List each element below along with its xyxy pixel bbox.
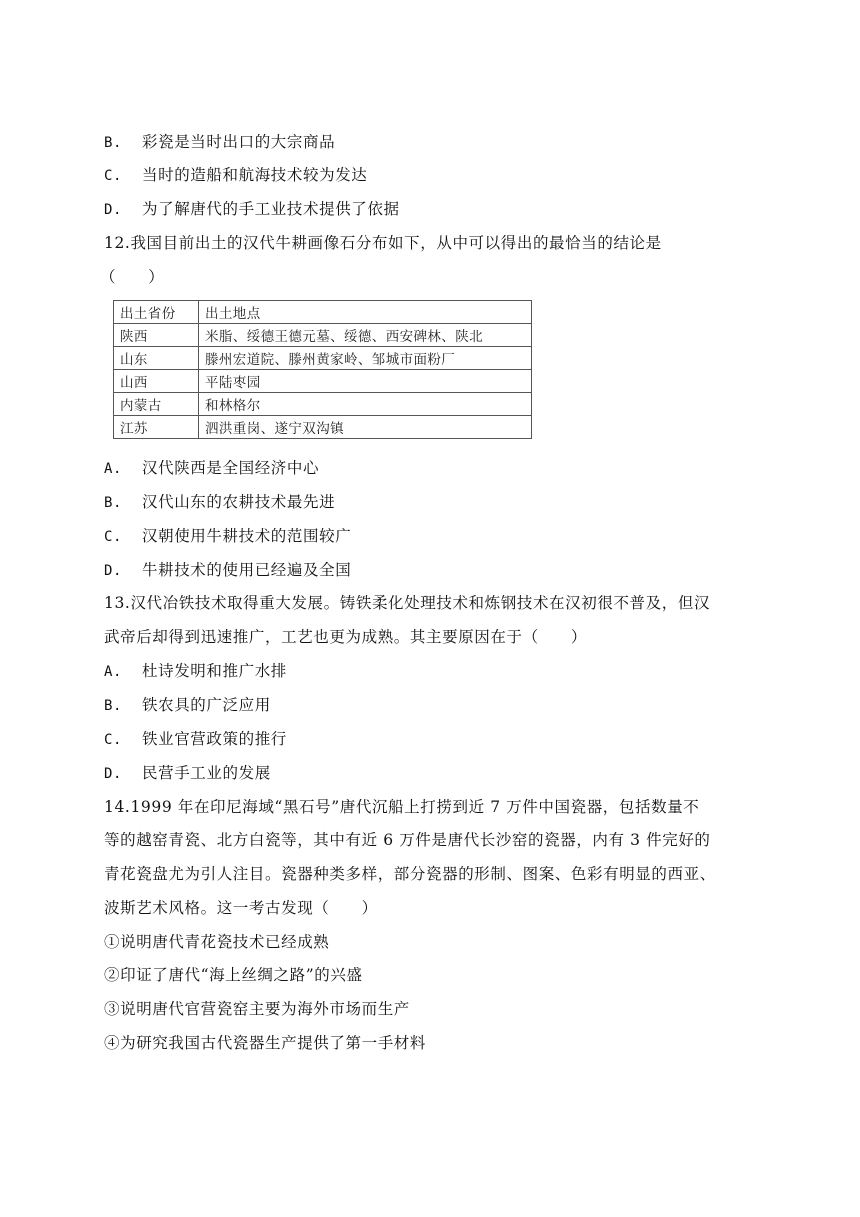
q13-option-b [104, 694, 271, 717]
option-text: 汉代陕西是全国经济中心 [142, 459, 320, 477]
option-letter: A. [104, 461, 123, 477]
table-cell-province: 内蒙古 [114, 393, 199, 416]
option-text: 杜诗发明和推广水排 [142, 662, 287, 680]
q12-option-b [104, 491, 335, 514]
q12-stem-line1: 12.我国目前出土的汉代牛耕画像石分布如下，从中可以得出的最恰当的结论是 [104, 234, 662, 252]
option-letter: A. [104, 664, 123, 680]
option-letter: C. [104, 732, 123, 748]
q14-item-3: ③说明唐代官营瓷窑主要为海外市场而生产 [104, 1000, 410, 1018]
table-row [114, 416, 532, 439]
option-letter: B. [104, 135, 123, 151]
q11-option-d [104, 198, 400, 221]
option-text: 牛耕技术的使用已经遍及全国 [142, 561, 352, 579]
table-cell-province: 江苏 [114, 416, 199, 439]
q12-option-c [104, 525, 351, 548]
table-cell-location: 米脂、绥德王德元墓、绥德、西安碑林、陕北 [199, 324, 532, 347]
option-letter: C. [104, 529, 123, 545]
option-text: 汉朝使用牛耕技术的范围较广 [142, 527, 352, 545]
option-letter: D. [104, 766, 123, 782]
q13-option-d [104, 762, 271, 785]
excavation-table [113, 300, 532, 439]
table-cell-province: 山东 [114, 347, 199, 370]
option-text: 铁农具的广泛应用 [142, 696, 271, 714]
option-letter: D. [104, 563, 123, 579]
option-text: 铁业官营政策的推行 [142, 730, 287, 748]
table-cell-province: 山西 [114, 370, 199, 393]
q13-option-c [104, 728, 287, 751]
option-text: 当时的造船和航海技术较为发达 [142, 166, 368, 184]
table-cell-province: 陕西 [114, 324, 199, 347]
q12-stem-line2: （ ） [100, 268, 165, 286]
q14-stem-line2: 等的越窑青瓷、北方白瓷等，其中有近 6 万件是唐代长沙窑的瓷器，内有 3 件完好的 [104, 831, 711, 849]
q11-option-b [104, 131, 335, 154]
option-letter: C. [104, 168, 123, 184]
option-text: 民营手工业的发展 [142, 764, 271, 782]
table-header-cell: 出土地点 [199, 301, 532, 324]
q12-option-a [104, 457, 319, 480]
option-text: 为了解唐代的手工业技术提供了依据 [142, 200, 400, 218]
table-cell-location: 平陆枣园 [199, 370, 532, 393]
table-header-cell: 出土省份 [114, 301, 199, 324]
q14-stem-line4: 波斯艺术风格。这一考古发现（ ） [104, 899, 378, 917]
q13-option-a [104, 660, 287, 683]
option-letter: B. [104, 495, 123, 511]
option-text: 汉代山东的农耕技术最先进 [142, 493, 336, 511]
q13-stem-line2: 武帝后却得到迅速推广，工艺也更为成熟。其主要原因在于（ ） [104, 628, 588, 646]
table-header-row [114, 301, 532, 324]
q14-stem-line3: 青花瓷盘尤为引人注目。瓷器种类多样，部分瓷器的形制、图案、色彩有明显的西亚、 [104, 865, 716, 883]
table-cell-location: 和林格尔 [199, 393, 532, 416]
q11-option-c [104, 164, 367, 187]
q12-option-d [104, 559, 351, 582]
table-cell-location: 滕州宏道院、滕州黄家岭、邹城市面粉厂 [199, 347, 532, 370]
q13-stem-line1: 13.汉代冶铁技术取得重大发展。铸铁柔化处理技术和炼钢技术在汉初很不普及，但汉 [104, 594, 711, 612]
option-text: 彩瓷是当时出口的大宗商品 [142, 133, 336, 151]
option-letter: D. [104, 202, 123, 218]
table-row [114, 347, 532, 370]
table-row [114, 370, 532, 393]
option-letter: B. [104, 698, 123, 714]
table-row [114, 324, 532, 347]
q14-item-1: ①说明唐代青花瓷技术已经成熟 [104, 933, 330, 951]
q14-item-4: ④为研究我国古代瓷器生产提供了第一手材料 [104, 1034, 427, 1052]
table-row [114, 393, 532, 416]
table-cell-location: 泗洪重岗、遂宁双沟镇 [199, 416, 532, 439]
q14-item-2: ②印证了唐代“海上丝绸之路”的兴盛 [104, 966, 363, 984]
q14-stem-line1: 14.1999 年在印尼海域“黑石号”唐代沉船上打捞到近 7 万件中国瓷器，包括数量不 [104, 798, 700, 816]
